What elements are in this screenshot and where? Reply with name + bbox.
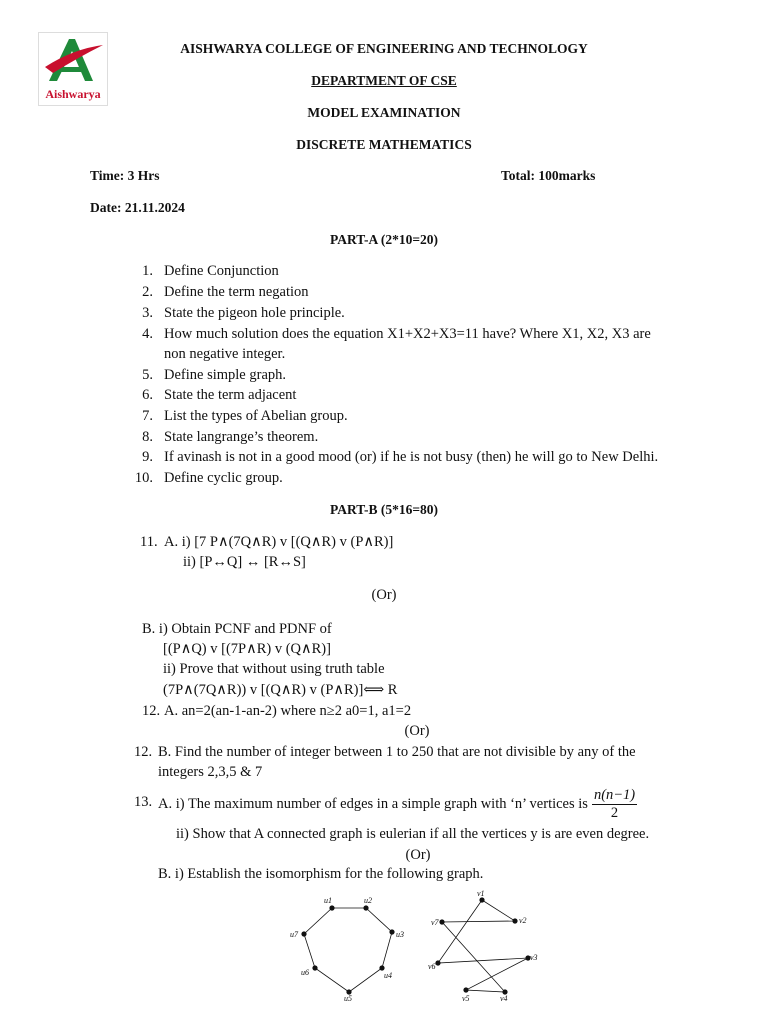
graph-label-v1: v1 <box>477 889 485 898</box>
list-item: 5. Define simple graph. <box>142 367 287 383</box>
or-separator: (Or) <box>405 847 431 863</box>
graph-label-v5: v5 <box>462 994 470 1003</box>
college-name: AISHWARYA COLLEGE OF ENGINEERING AND TECHNOLOGY <box>180 41 588 56</box>
list-item: 6. State the term adjacent <box>142 387 297 403</box>
graph-label-u5: u5 <box>344 994 352 1003</box>
q11-number: 11. <box>140 534 158 550</box>
or-separator: (Or) <box>371 587 397 603</box>
total-marks: Total: 100marks <box>501 168 596 183</box>
list-item: 9. If avinash is not in a good mood (or) if he is not busy (then) he will go to New Delhi. <box>142 449 659 465</box>
q12b-line-1: B. Find the number of integer between 1 to 250 that are not divisible by any of the <box>158 744 636 760</box>
isomorphism-graphs-figure <box>282 888 542 1008</box>
q12a-text: A. an=2(an-1-an-2) where n≥2 a0=1, a1=2 <box>164 703 412 719</box>
list-item: 4. How much solution does the equation X1+X2+X3=11 have? Where X1, X2, X3 are non negative integer. <box>142 326 651 362</box>
part-a-title: PART-A (2*10=20) <box>329 232 439 247</box>
list-item: 3. State the pigeon hole principle. <box>142 305 345 321</box>
graph-label-v7: v7 <box>431 918 439 927</box>
graph-label-v4: v4 <box>500 994 508 1003</box>
q11a-part-ii: ii) [P↔Q] ↔ [R↔S] <box>183 554 306 570</box>
part-b-title: PART-B (5*16=80) <box>329 502 439 517</box>
graph-label-u4: u4 <box>384 971 392 980</box>
graph-label-v6: v6 <box>428 962 436 971</box>
list-item: 7. List the types of Abelian group. <box>142 408 348 424</box>
q11b-line-1: B. i) Obtain PCNF and PDNF of <box>142 621 332 637</box>
graph-label-v2: v2 <box>519 916 527 925</box>
list-item: 1. Define Conjunction <box>142 263 279 279</box>
q13a-part-ii: ii) Show that A connected graph is eulerian if all the vertices y is are even degree. <box>176 826 650 842</box>
graph-label-u3: u3 <box>396 930 404 939</box>
department: DEPARTMENT OF CSE <box>311 73 457 88</box>
q11b-line-4: (7P∧(7Q∧R)) v [(Q∧R) v (P∧R)]⟺ R <box>163 682 398 698</box>
logo-text: Aishwarya <box>45 87 101 101</box>
fraction-denominator: 2 <box>610 804 619 821</box>
list-item: 10. Define cyclic group. <box>134 470 283 486</box>
time-label: Time: 3 Hrs <box>90 168 160 183</box>
q11b-line-3: ii) Prove that without using truth table <box>163 661 385 677</box>
list-item: 2. Define the term negation <box>142 284 309 300</box>
graph-label-v3: v3 <box>530 953 538 962</box>
exam-title: MODEL EXAMINATION <box>307 105 461 120</box>
graph-h <box>436 898 530 994</box>
graph-label-u2: u2 <box>364 896 372 905</box>
q11b-line-2: [(P∧Q) v [(7P∧R) v (Q∧R)] <box>163 641 331 657</box>
q13-number: 13. <box>134 794 153 810</box>
fraction-numerator: n(n−1) <box>593 786 636 803</box>
exam-date: Date: 21.11.2024 <box>90 200 185 215</box>
graph-label-u1: u1 <box>324 896 332 905</box>
subject-title: DISCRETE MATHEMATICS <box>296 137 472 152</box>
q13b-part-i: B. i) Establish the isomorphism for the following graph. <box>158 866 484 882</box>
q12b-number: 12. <box>134 744 153 760</box>
graph-g <box>302 906 394 994</box>
q13a-part-i-text: A. i) The maximum number of edges in a simple graph with ‘n’ vertices is <box>158 795 588 812</box>
q12-number: 12. <box>142 703 161 719</box>
q13a-part-i <box>158 784 637 824</box>
list-item: 8. State langrange’s theorem. <box>142 429 319 445</box>
fraction <box>592 787 637 822</box>
or-separator: (Or) <box>404 723 430 739</box>
q12b-line-2: integers 2,3,5 & 7 <box>158 764 263 780</box>
graph-label-u7: u7 <box>290 930 298 939</box>
q11a-part-i: A. i) [7 P∧(7Q∧R) v [(Q∧R) v (P∧R)] <box>164 534 394 550</box>
graph-label-u6: u6 <box>301 968 309 977</box>
part-a-list <box>131 263 751 491</box>
